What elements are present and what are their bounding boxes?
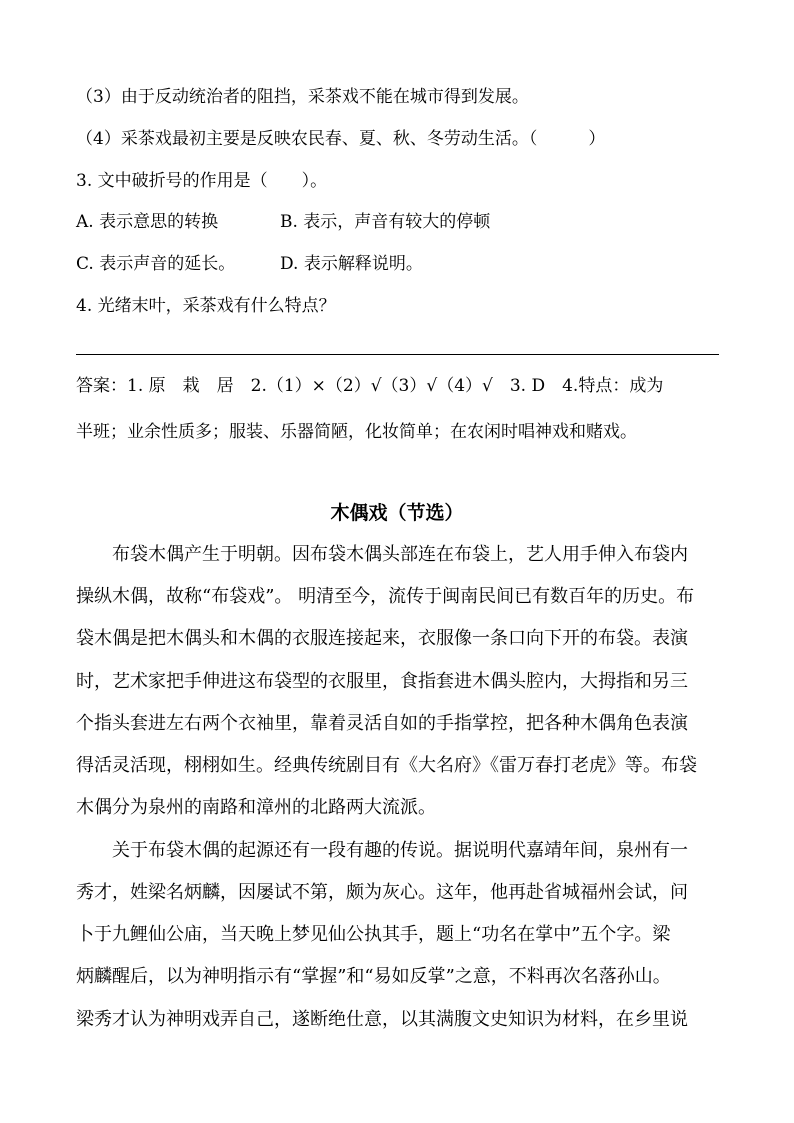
paragraph-1-line: 得活灵活现，栩栩如生。经典传统剧目有《大名府》《雷万春打老虎》等。布袋 (76, 755, 697, 776)
question-2-item-4: （4）采茶戏最初主要是反映农民春、夏、秋、冬劳动生活。（ ） (76, 129, 606, 149)
option-a: A. 表示意思的转换 (76, 212, 219, 232)
paragraph-1-line: 操纵木偶，故称“布袋戏”。 明清至今，流传于闽南民间已有数百年的历史。布 (76, 586, 695, 607)
paragraph-2-line: 卜于九鲤仙公庙，当天晚上梦见仙公执其手，题上“功名在掌中”五个字。梁 (76, 924, 671, 945)
answer-line-1: 答案：1. 原 栽 居 2.（1）×（2）√（3）√（4）√ 3. D 4.特点：成为 (76, 376, 664, 396)
question-3-stem: 3. 文中破折号的作用是（ ）。 (76, 171, 328, 191)
paragraph-2-line: 炳麟醒后，以为神明指示有“掌握”和“易如反掌”之意，不料再次名落孙山。 (76, 966, 671, 987)
question-3-options-row-1 (76, 211, 722, 233)
separator-line (76, 354, 719, 355)
paragraph-2-line: 关于布袋木偶的起源还有一段有趣的传说。据说明代嘉靖年间，泉州有一 (76, 840, 688, 861)
paragraph-1-line: 时，艺术家把手伸进这布袋型的衣服里，食指套进木偶头腔内，大拇指和另三 (76, 671, 688, 692)
question-4-stem: 4. 光绪末叶，采茶戏有什么特点？ (76, 296, 336, 316)
paragraph-2-line: 梁秀才认为神明戏弄自己，遂断绝仕意，以其满腹文史知识为材料，在乡里说 (76, 1009, 688, 1030)
paragraph-1-line: 布袋木偶产生于明朝。因布袋木偶头部连在布袋上，艺人用手伸入布袋内 (76, 544, 688, 565)
paragraph-2-line: 秀才，姓梁名炳麟，因屡试不第，颇为灰心。这年，他再赴省城福州会试，问 (76, 882, 688, 903)
option-c: C. 表示声音的延长。 (76, 254, 236, 274)
option-d: D. 表示解释说明。 (280, 254, 423, 274)
paragraph-1-line: 袋木偶是把木偶头和木偶的衣服连接起来，衣服像一条口向下开的布袋。表演 (76, 628, 688, 649)
question-2-item-3: （3）由于反动统治者的阻挡，采茶戏不能在城市得到发展。 (76, 87, 529, 107)
paragraph-1-line: 个指头套进左右两个衣袖里，靠着灵活自如的手指掌控，把各种木偶角色表演 (76, 713, 688, 734)
question-3-options-row-2 (76, 253, 722, 275)
option-b: B. 表示，声音有较大的停顿 (280, 212, 491, 232)
answer-line-2: 半班；业余性质多；服装、乐器简陋，化妆简单；在农闲时唱神戏和赌戏。 (76, 422, 637, 442)
paragraph-1-line: 木偶分为泉州的南路和漳州的北路两大流派。 (76, 797, 436, 818)
article-title: 木偶戏（节选） (330, 502, 464, 524)
